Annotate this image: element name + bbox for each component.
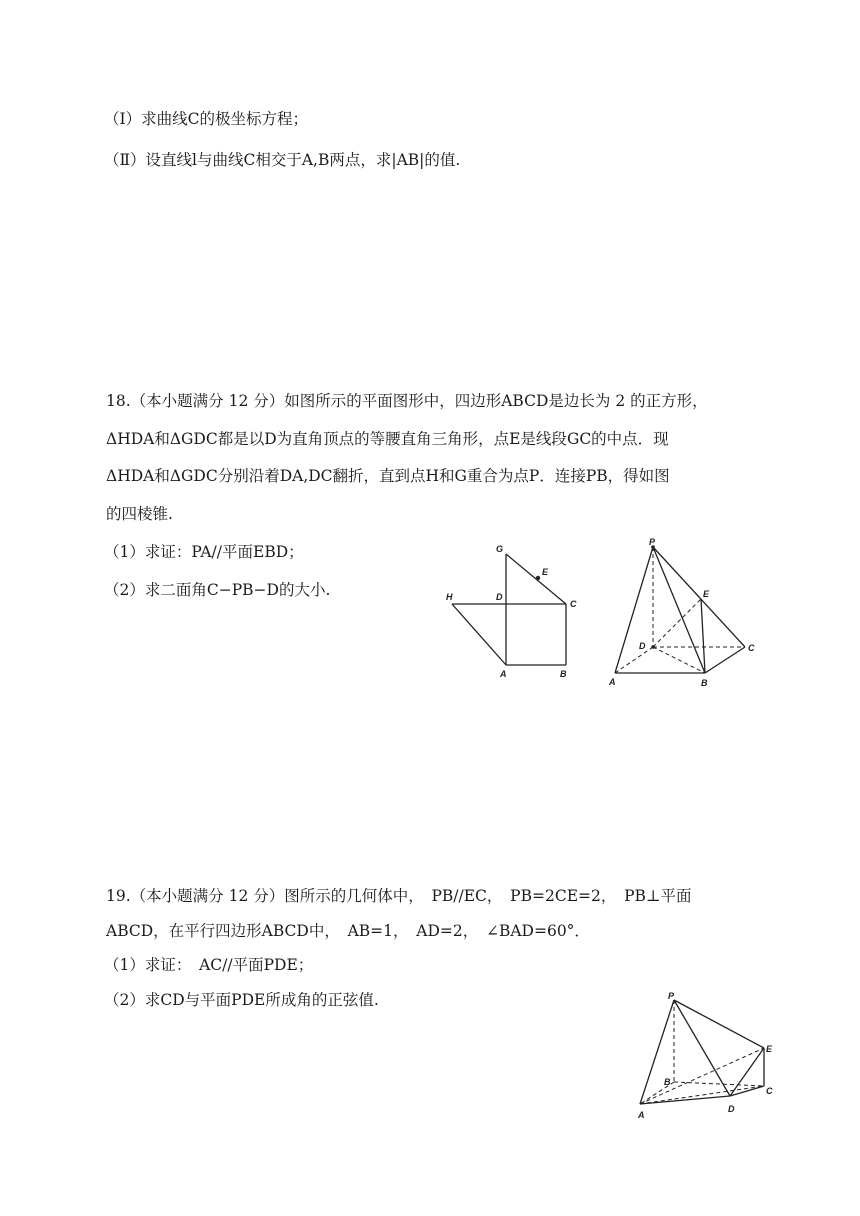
solid-label-a: A xyxy=(638,1110,645,1120)
pyr-label-b: B xyxy=(701,678,708,688)
solid-edge-ac xyxy=(640,1086,764,1104)
pyr-label-c: C xyxy=(748,643,755,653)
net-label-h: H xyxy=(446,592,453,602)
q19-line1: 19.（本小题满分 12 分）图所示的几何体中， PB//EC， PB=2CE=2， PB⊥平面 xyxy=(106,887,692,905)
pyr-label-e: E xyxy=(703,589,710,599)
solid-label-c: C xyxy=(766,1086,773,1096)
solid-edge-pa xyxy=(640,1000,674,1104)
solid-label-e: E xyxy=(766,1044,773,1054)
net-label-e: E xyxy=(542,567,549,577)
q17-part1: （Ⅰ）求曲线C的极坐标方程； xyxy=(104,110,308,128)
q19-line2: ABCD，在平行四边形ABCD中， AB=1， AD=2， ∠BAD=60°． xyxy=(106,922,590,940)
q19-part2: （2）求CD与平面PDE所成角的正弦值. xyxy=(104,991,379,1009)
q17-part2: （Ⅱ）设直线l与曲线C相交于A,B两点，求|AB|的值. xyxy=(104,151,461,169)
net-label-c: C xyxy=(570,599,577,609)
pyr-label-p: P xyxy=(649,537,656,547)
q18-line3: ΔHDA和ΔGDC分别沿着DA,DC翻折，直到点H和G重合为点P．连接PB，得如图 xyxy=(106,467,670,485)
solid-edge-ae xyxy=(640,1048,764,1104)
solid-label-p: P xyxy=(668,991,675,1001)
pyr-edge-pb xyxy=(653,547,705,673)
pyr-edge-pa xyxy=(615,547,653,673)
net-edge-gc xyxy=(506,554,566,604)
q18-line4: 的四棱锥. xyxy=(106,505,173,523)
pyr-edge-da xyxy=(615,647,653,673)
net-label-d: D xyxy=(496,592,503,602)
solid-label-d: D xyxy=(728,1104,735,1114)
pyr-edge-eb xyxy=(701,599,705,673)
pyr-edge-bc xyxy=(705,647,745,673)
q18-line1: 18.（本小题满分 12 分）如图所示的平面图形中，四边形ABCD是边长为 2 的正方形， xyxy=(106,392,708,410)
net-label-a: A xyxy=(500,669,507,679)
q19-part1: （1）求证： AC//平面PDE； xyxy=(104,956,314,974)
pyr-label-a: A xyxy=(609,677,616,687)
net-point-e xyxy=(536,576,540,580)
pyr-edge-db xyxy=(653,647,705,673)
pyr-edge-pc xyxy=(653,547,745,647)
net-label-g: G xyxy=(496,544,504,554)
q18-figure-pyramid xyxy=(605,535,765,690)
q18-part2: （2）求二面角C−PB−D的大小. xyxy=(104,581,331,599)
q19-figure-solid xyxy=(632,990,787,1125)
solid-label-b: B xyxy=(664,1077,671,1087)
net-edge-ha xyxy=(452,604,506,665)
q18-figure-net xyxy=(440,540,600,685)
solid-edge-dc xyxy=(730,1086,764,1096)
q18-part1: （1）求证：PA//平面EBD； xyxy=(104,543,304,561)
net-label-b: B xyxy=(560,669,567,679)
pyr-point-d xyxy=(651,645,655,649)
q18-line2: ΔHDA和ΔGDC都是以D为直角顶点的等腰直角三角形，点E是线段GC的中点．现 xyxy=(106,430,669,448)
pyr-label-d: D xyxy=(639,641,646,651)
